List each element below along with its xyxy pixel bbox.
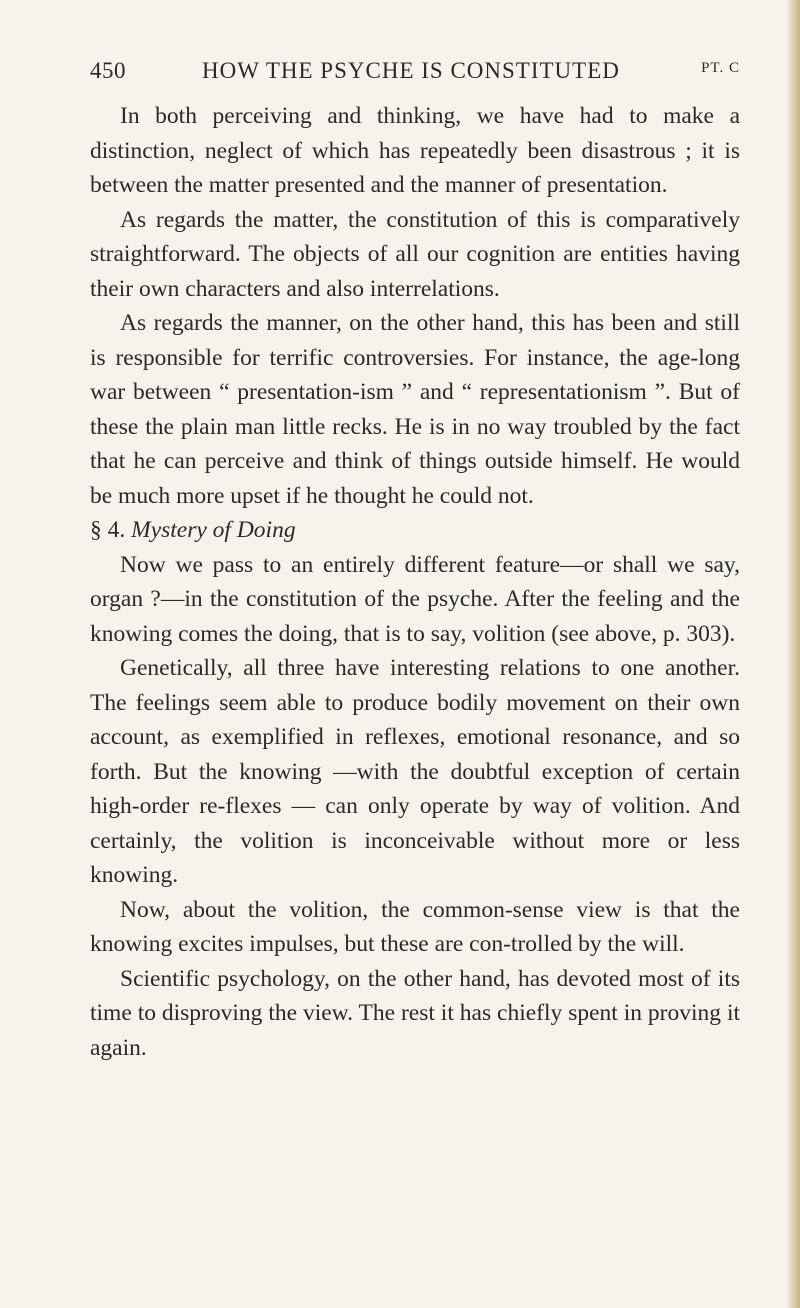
section-number: § 4. [90, 517, 126, 543]
part-label: PT. C [701, 60, 740, 76]
section-title: Mystery of Doing [131, 517, 296, 543]
paragraph: As regards the matter, the constitution of this is comparatively straightforward. The objects of all our cognition are entities having their own characters and also interrelations. [90, 206, 740, 302]
paragraph: Genetically, all three have interesting relations to one another. The feelings seem able to produce bodily movement on their own account, as exemplified in reflexes, emotional resonance, and so forth. But the knowing —with the doubtful exception of certain high-order re-flexes — can only operate by way of volition. And certainly, the volition is inconceivable without more or less knowing. [90, 655, 740, 888]
page-number: 450 [90, 58, 126, 83]
body-text [90, 99, 740, 1065]
paragraph: In both perceiving and thinking, we have had to make a distinction, neglect of which has repeatedly been disastrous ; it is between the matter presented and the manner of presentation. [90, 103, 740, 198]
page-edge-shadow [786, 0, 800, 1308]
running-title: HOW THE PSYCHE IS CONSTITUTED [202, 58, 620, 83]
paragraph: Now we pass to an entirely different feature—or shall we say, organ ?—in the constitution of the psyche. After the feeling and the knowing comes the doing, that is to say, volition (see above, p. 303). [90, 551, 740, 647]
paragraph: Now, about the volition, the common-sense view is that the knowing excites impulses, but these are con-trolled by the will. [90, 896, 740, 957]
section-heading [90, 513, 740, 548]
paragraph: As regards the manner, on the other hand, this has been and still is responsible for terrific controversies. For instance, the age-long war between “ presentation-ism ” and “ representationism ”. But of these the plain man little recks. He is in no way troubled by the fact that he can perceive and think of things outside himself. He would be much more upset if he thought he could not. [90, 310, 740, 509]
paragraph: Scientific psychology, on the other hand, has devoted most of its time to disproving the view. The rest it has chiefly spent in proving it again. [90, 965, 740, 1061]
running-header [90, 58, 740, 90]
